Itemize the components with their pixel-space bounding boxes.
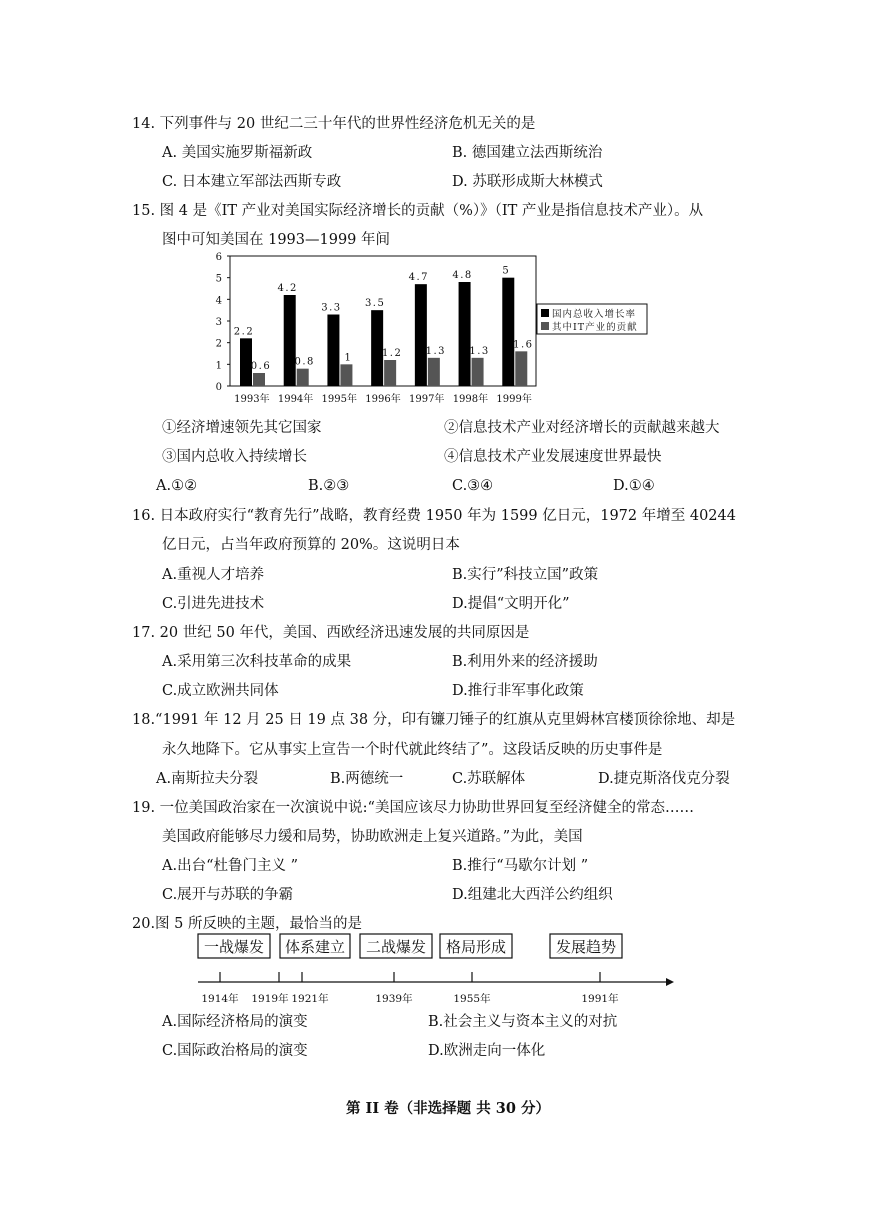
q15-stem-line1: 15. 图 4 是《IT 产业对美国实际经济增长的贡献（%）》（IT 产业是指信息技术产业）。从 [132, 203, 704, 219]
bar-it-contribution [428, 358, 440, 386]
timeline-year: 1914年 [201, 993, 239, 1005]
timeline-arrow-icon [666, 978, 674, 986]
bar-value-label: 0.6 [250, 361, 272, 372]
q16-stem-line2: 亿日元，占当年政府预算的 20%。这说明日本 [162, 537, 460, 553]
section-title: 第 II 卷（非选择题 共 30 分） [346, 1100, 550, 1117]
bar-total-income [502, 278, 514, 386]
q18-option-d: D.捷克斯洛伐克分裂 [598, 771, 730, 787]
timeline-year: 1955年 [453, 993, 491, 1005]
y-tick-label: 6 [215, 252, 222, 263]
bar-value-label: 1.6 [513, 339, 534, 351]
q20-option-d: D.欧洲走向一体化 [428, 1043, 546, 1059]
q17-stem: 17. 20 世纪 50 年代，美国、西欧经济迅速发展的共同原因是 [132, 625, 530, 641]
q19-option-d: D.组建北大西洋公约组织 [452, 887, 613, 903]
bar-value-label: 4.7 [408, 272, 430, 284]
y-tick-label: 3 [215, 317, 222, 328]
timeline-years [201, 992, 619, 1005]
bar-it-contribution [253, 373, 265, 386]
q19-option-b: B.推行“马歇尔计划 ” [452, 858, 589, 874]
chart-legend [537, 304, 647, 334]
bar-value-label: 0.8 [294, 356, 315, 368]
timeline-year: 1921年 [291, 993, 329, 1005]
bar-it-contribution [472, 358, 484, 386]
x-tick-label: 1996年 [365, 394, 401, 405]
timeline-year: 1991年 [581, 993, 619, 1005]
q15-statement-3: ③国内总收入持续增长 [162, 449, 307, 465]
bar-value-label: 3.3 [321, 302, 342, 314]
q16-option-d: D.提倡“文明开化” [452, 596, 570, 612]
q15-statement-4: ④信息技术产业发展速度世界最快 [444, 449, 662, 465]
timeline-box-label: 体系建立 [284, 938, 346, 956]
q14-stem: 14. 下列事件与 20 世纪二三十年代的世界性经济危机无关的是 [132, 116, 536, 132]
x-tick-label: 1995年 [321, 394, 358, 405]
timeline-year: 1939年 [375, 993, 413, 1005]
q15-stem-line2: 图中可知美国在 1993—1999 年间 [162, 232, 391, 248]
q14-option-a: A. 美国实施罗斯福新政 [162, 145, 313, 161]
x-tick-label: 1994年 [277, 394, 314, 405]
q16-stem-line1: 16. 日本政府实行“教育先行”战略，教育经费 1950 年为 1599 亿日元，1972 年增至 40244 [132, 508, 736, 524]
chart-bars [234, 266, 534, 386]
bar-value-label: 1.3 [469, 345, 490, 357]
y-tick-label: 1 [215, 360, 222, 372]
timeline-box-label: 发展趋势 [555, 938, 617, 956]
bar-total-income [459, 282, 471, 386]
q18-option-a: A.南斯拉夫分裂 [156, 771, 259, 787]
x-tick-label: 1993年 [234, 394, 270, 405]
y-tick-label: 4 [215, 295, 222, 307]
q20-stem: 20.图 5 所反映的主题，最恰当的是 [132, 916, 363, 932]
q14-option-d: D. 苏联形成斯大林模式 [452, 174, 603, 190]
q18-stem-line1: 18.“1991 年 12 月 25 日 19 点 38 分，印有镰刀锤子的红旗从克里姆林宫楼顶徐徐地、却是 [132, 712, 736, 728]
q17-option-c: C.成立欧洲共同体 [162, 683, 279, 699]
q19-stem-line1: 19. 一位美国政治家在一次演说中说:“美国应该尽力协助世界回复至经济健全的常态…… [132, 800, 694, 816]
y-tick-label: 5 [215, 273, 222, 285]
q20-option-a: A.国际经济格局的演变 [162, 1014, 308, 1030]
timeline-box-label: 格局形成 [445, 938, 507, 956]
timeline-box-label: 二战爆发 [365, 938, 427, 956]
legend-swatch [541, 309, 549, 317]
bar-value-label: 1.2 [381, 348, 403, 359]
bar-it-contribution [340, 364, 352, 386]
bar-value-label: 5 [502, 265, 511, 277]
bar-value-label: 1.3 [425, 345, 447, 357]
q15-statement-2: ②信息技术产业对经济增长的贡献越来越大 [444, 420, 720, 436]
q15-statement-1: ①经济增速领先其它国家 [162, 420, 322, 436]
timeline-year: 1919年 [251, 993, 289, 1005]
q17-option-b: B.利用外来的经济援助 [452, 654, 598, 670]
q15-option-b: B.②③ [308, 478, 350, 494]
figure-5-timeline [192, 930, 682, 1010]
bar-value-label: 4.8 [452, 270, 473, 281]
timeline-ticks [220, 972, 600, 982]
q17-option-d: D.推行非军事化政策 [452, 683, 584, 699]
q14-option-c: C. 日本建立军部法西斯专政 [162, 174, 342, 190]
q16-option-a: A.重视人才培养 [162, 567, 265, 583]
q14-option-b: B. 德国建立法西斯统治 [452, 145, 603, 161]
bar-value-label: 3.5 [364, 298, 386, 310]
bar-it-contribution [297, 369, 309, 386]
q15-option-d: D.①④ [613, 478, 655, 494]
timeline-boxes [198, 934, 622, 958]
x-tick-label: 1999年 [496, 394, 532, 405]
bar-value-label: 1 [344, 352, 353, 364]
x-tick-label: 1997年 [408, 394, 445, 405]
bar-value-label: 2.2 [233, 326, 255, 338]
bar-total-income [415, 284, 427, 386]
legend-swatch [541, 322, 549, 330]
figure-4-bar-chart [208, 248, 648, 410]
q19-stem-line2: 美国政府能够尽力缓和局势，协助欧洲走上复兴道路。”为此，美国 [162, 829, 583, 845]
q18-stem-line2: 永久地降下。它从事实上宣告一个时代就此终结了”。这段话反映的历史事件是 [162, 742, 663, 758]
bar-it-contribution [515, 351, 527, 386]
q19-option-a: A.出台“杜鲁门主义 ” [162, 858, 299, 874]
bar-total-income [284, 295, 296, 386]
q18-option-b: B.两德统一 [330, 771, 404, 787]
q15-option-c: C.③④ [452, 478, 494, 494]
q20-option-c: C.国际政治格局的演变 [162, 1043, 308, 1059]
bar-it-contribution [384, 360, 396, 386]
y-tick-label: 2 [215, 338, 222, 350]
q18-option-c: C.苏联解体 [452, 771, 526, 787]
y-tick-label: 0 [215, 382, 222, 393]
bar-value-label: 4.2 [277, 283, 298, 294]
q16-option-c: C.引进先进技术 [162, 596, 265, 612]
q17-option-a: A.采用第三次科技革命的成果 [162, 654, 352, 670]
bar-total-income [327, 315, 339, 387]
timeline-box-label: 一战爆发 [203, 938, 265, 956]
x-tick-label: 1998年 [452, 394, 489, 405]
legend-label: 其中IT产业的贡献 [552, 322, 638, 333]
q16-option-b: B.实行”科技立国”政策 [452, 567, 599, 583]
q19-option-c: C.展开与苏联的争霸 [162, 887, 294, 903]
legend-label: 国内总收入增长率 [552, 309, 637, 320]
q15-option-a: A.①② [156, 478, 198, 494]
q20-option-b: B.社会主义与资本主义的对抗 [428, 1014, 618, 1030]
